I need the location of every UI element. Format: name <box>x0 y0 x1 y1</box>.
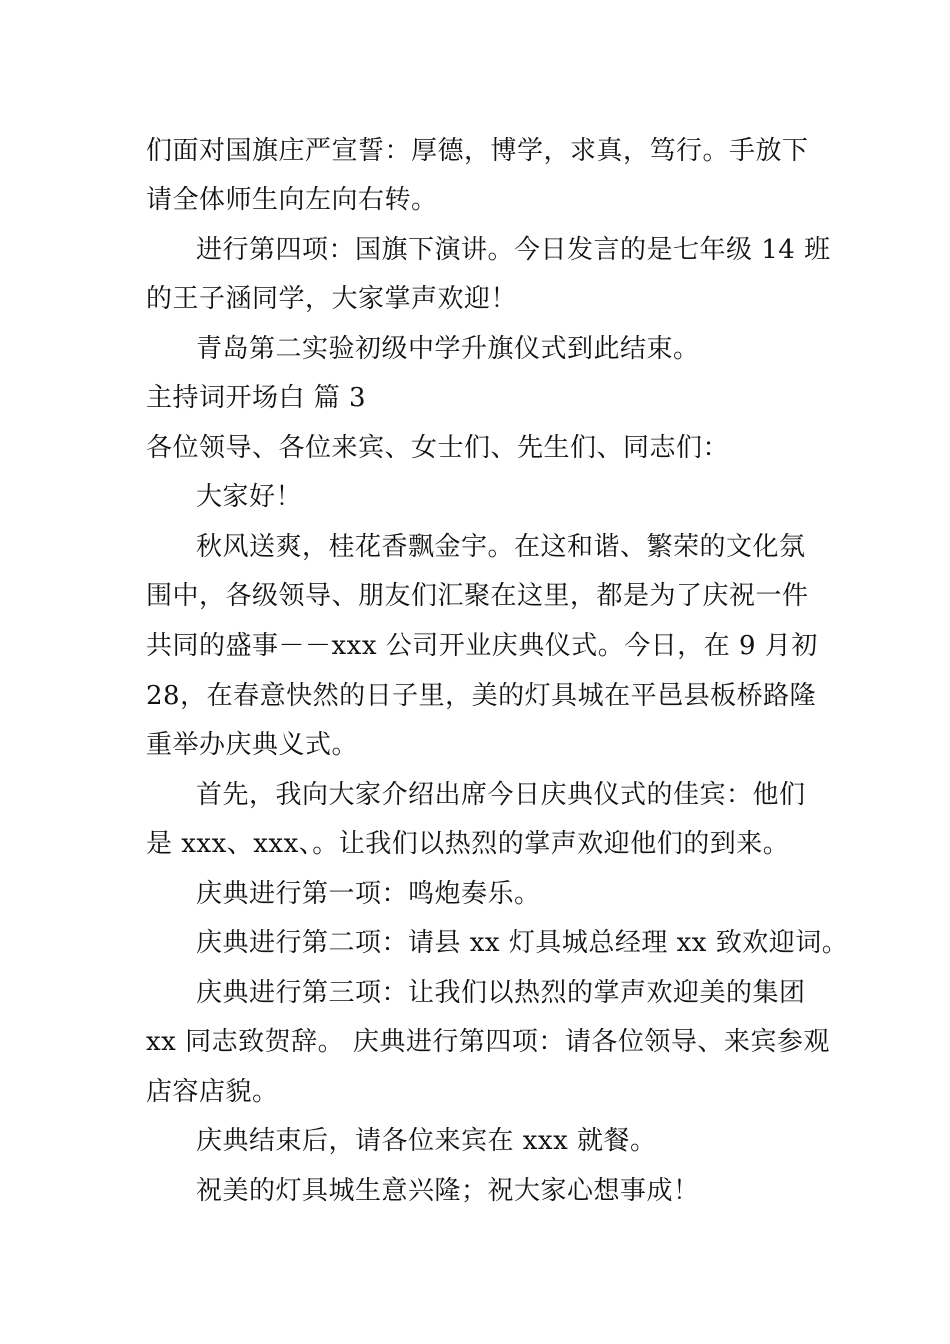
text-line: 围中，各级领导、朋友们汇聚在这里，都是为了庆祝一件 <box>146 581 809 611</box>
text-line: 的王子涵同学，大家掌声欢迎！ <box>146 284 518 314</box>
text-line: 们面对国旗庄严宣誓：厚德，博学，求真，笃行。手放下 <box>146 136 809 166</box>
section-heading: 主持词开场白 篇 3 <box>146 383 367 413</box>
text-line: 进行第四项：国旗下演讲。今日发言的是七年级 14 班 <box>196 235 831 265</box>
salutation: 各位领导、各位来宾、女士们、先生们、同志们： <box>146 433 730 463</box>
text-line: 是 xxx、xxx、。让我们以热烈的掌声欢迎他们的到来。 <box>146 829 790 859</box>
text-line: 青岛第二实验初级中学升旗仪式到此结束。 <box>196 334 700 364</box>
text-line: 店容店貌。 <box>146 1077 279 1107</box>
text-line: 庆典进行第一项：鸣炮奏乐。 <box>196 879 541 909</box>
text-line: xx 同志致贺辞。 庆典进行第四项：请各位领导、来宾参观 <box>146 1027 830 1057</box>
greeting: 大家好！ <box>196 482 303 512</box>
text-line: 庆典进行第二项：请县 xx 灯具城总经理 xx 致欢迎词。 <box>196 928 849 958</box>
text-line: 28，在春意快然的日子里，美的灯具城在平邑县板桥路隆 <box>146 681 817 711</box>
text-line: 秋风送爽，桂花香飘金宇。在这和谐、繁荣的文化氛 <box>196 532 806 562</box>
text-line: 庆典结束后，请各位来宾在 xxx 就餐。 <box>196 1126 657 1156</box>
text-line: 祝美的灯具城生意兴隆；祝大家心想事成！ <box>196 1176 700 1206</box>
text-line: 首先，我向大家介绍出席今日庆典仪式的佳宾：他们 <box>196 780 806 810</box>
text-line: 庆典进行第三项：让我们以热烈的掌声欢迎美的集团 <box>196 978 806 1008</box>
text-line: 请全体师生向左向右转。 <box>146 185 438 215</box>
text-line: 共同的盛事－－xxx 公司开业庆典仪式。今日，在 9 月初 <box>146 631 818 661</box>
text-line: 重举办庆典义式。 <box>146 730 359 760</box>
